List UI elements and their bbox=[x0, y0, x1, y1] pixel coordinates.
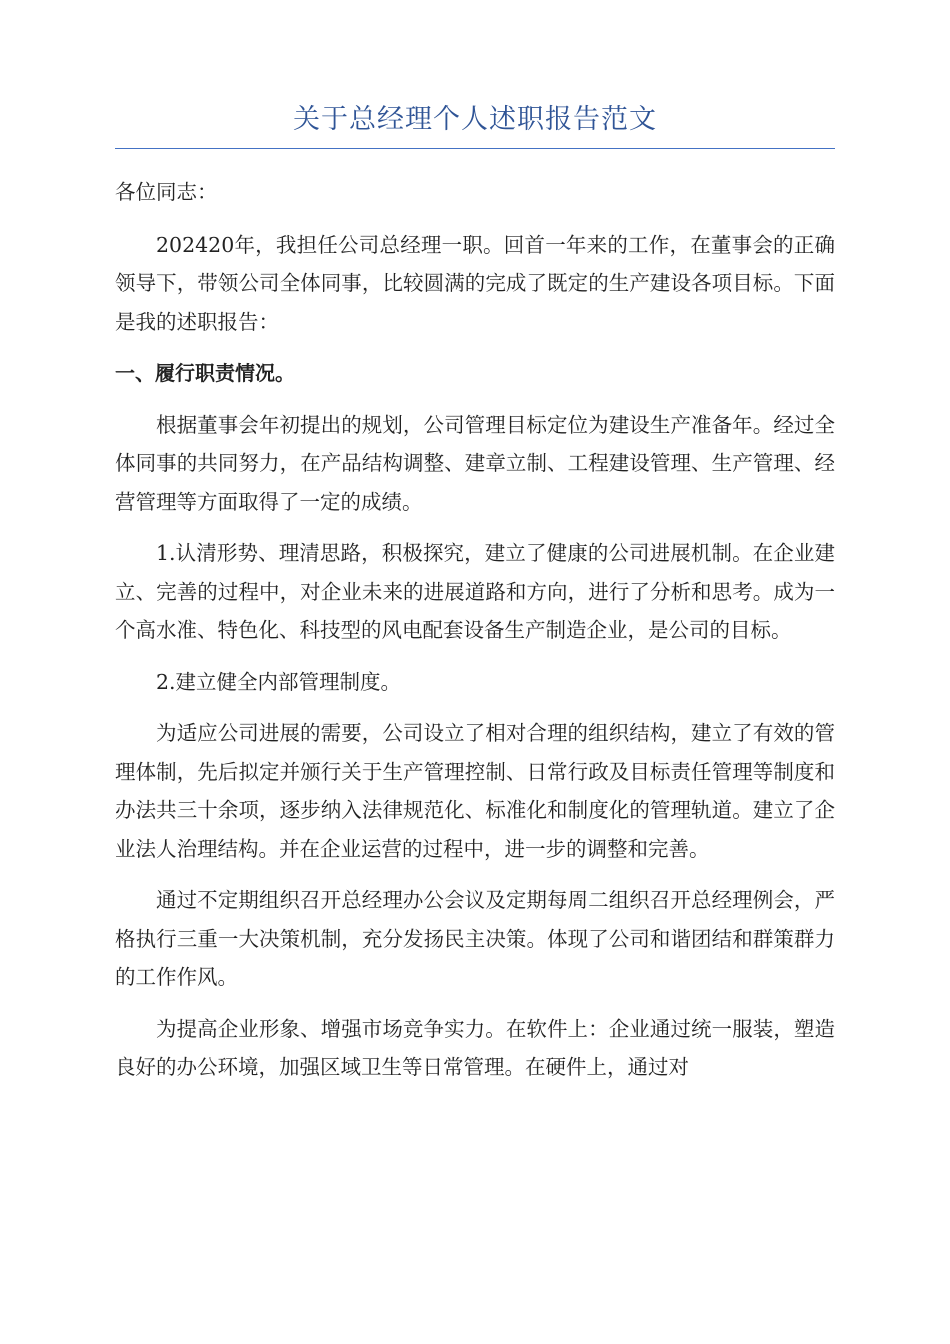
body-paragraph: 为适应公司进展的需要，公司设立了相对合理的组织结构，建立了有效的管理体制，先后拟定并颁行关于生产管理控制、日常行政及目标责任管理等制度和办法共三十余项，逐步纳入法律规范化、标准化和制度化的管理轨道。建立了企业法人治理结构。并在企业运营的过程中，进一步的调整和完善。 bbox=[115, 721, 835, 861]
body-paragraph: 根据董事会年初提出的规划，公司管理目标定位为建设生产准备年。经过全体同事的共同努力，在产品结构调整、建章立制、工程建设管理、生产管理、经营管理等方面取得了一定的成绩。 bbox=[115, 412, 835, 514]
document-page bbox=[115, 100, 835, 1100]
body-paragraph: 通过不定期组织召开总经理办公会议及定期每周二组织召开总经理例会，严格执行三重一大决策机制，充分发扬民主决策。体现了公司和谐团结和群策群力的工作作风。 bbox=[115, 888, 835, 989]
intro-paragraph: 202420年，我担任公司总经理一职。回首一年来的工作，在董事会的正确领导下，带领公司全体同事，比较圆满的完成了既定的生产建设各项目标。下面是我的述职报告： bbox=[115, 232, 835, 334]
title-underline bbox=[115, 148, 835, 149]
section-heading-duties: 一、履行职责情况。 bbox=[115, 361, 295, 385]
document-title: 关于总经理个人述职报告范文 bbox=[293, 104, 657, 135]
body-paragraph: 1.认清形势、理清思路，积极探究，建立了健康的公司进展机制。在企业建立、完善的过程中，对企业未来的进展道路和方向，进行了分析和思考。成为一个高水准、特色化、科技型的风电配套设备生产制造企业，是公司的目标。 bbox=[115, 541, 835, 642]
body-paragraph: 为提高企业形象、增强市场竞争实力。在软件上：企业通过统一服装，塑造良好的办公环境，加强区域卫生等日常管理。在硬件上，通过对 bbox=[115, 1016, 835, 1079]
salutation: 各位同志： bbox=[115, 180, 218, 204]
body-paragraph: 2.建立健全内部管理制度。 bbox=[156, 669, 402, 694]
